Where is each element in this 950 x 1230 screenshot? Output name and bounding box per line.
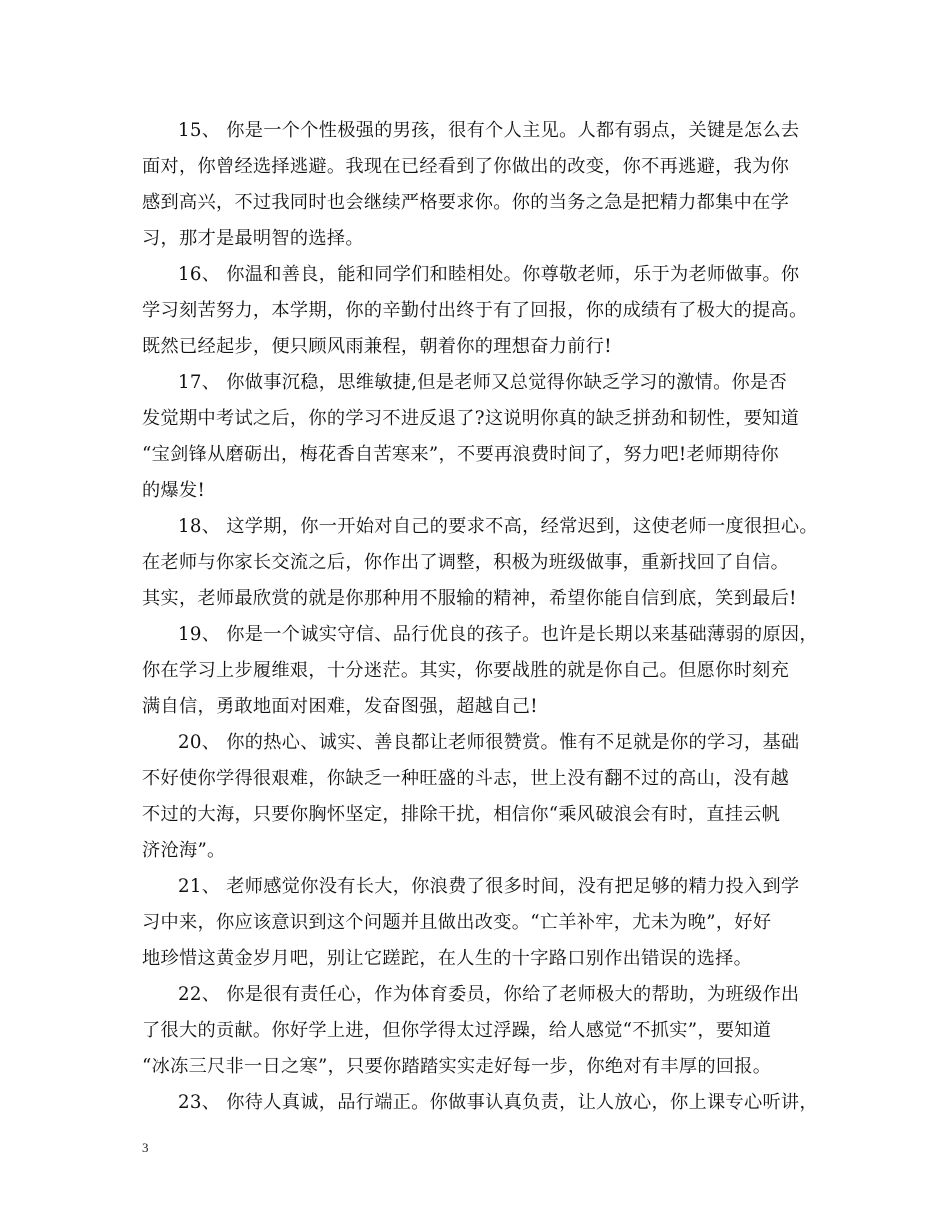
text-line: “冰冻三尺非一日之寒”，只要你踏踏实实走好每一步，你绝对有丰厚的回报。	[142, 1056, 772, 1077]
paragraph	[142, 1088, 818, 1124]
text-line: 21、 老师感觉你没有长大，你浪费了很多时间，没有把足够的精力投入到学	[178, 876, 800, 897]
text-line: 其实，老师最欣赏的就是你那种用不服输的精神，希望你能自信到底，笑到最后!	[142, 588, 797, 609]
text-line: 不过的大海，只要你胸怀坚定，排除干扰，相信你“乘风破浪会有时，直挂云帆	[142, 804, 781, 825]
paragraph	[142, 980, 818, 1088]
text-line: 17、 你做事沉稳，思维敏捷,但是老师又总觉得你缺乏学习的激情。你是否	[178, 372, 788, 393]
text-line: 感到高兴，不过我同时也会继续严格要求你。你的当务之急是把精力都集中在学	[142, 192, 790, 213]
page-number: 3	[142, 1140, 149, 1155]
text-line: 既然已经起步，便只顾风雨兼程，朝着你的理想奋力前行!	[142, 336, 612, 357]
text-line: 在老师与你家长交流之后，你作出了调整，积极为班级做事，重新找回了自信。	[142, 552, 790, 573]
text-line: 了很大的贡献。你好学上进，但你学得太过浮躁，给人感觉“不抓实”，要知道	[142, 1020, 772, 1041]
text-line: 15、 你是一个个性极强的男孩，很有个人主见。人都有弱点，关键是怎么去	[178, 120, 800, 141]
paragraph	[142, 872, 818, 980]
text-line: 不好使你学得很艰难，你缺乏一种旺盛的斗志，世上没有翻不过的高山，没有越	[142, 768, 790, 789]
text-line: 习，那才是最明智的选择。	[142, 228, 364, 249]
text-line: 济沧海”。	[142, 840, 226, 861]
paragraph	[142, 728, 818, 872]
paragraph	[142, 116, 818, 260]
text-line: 学习刻苦努力，本学期，你的辛勤付出终于有了回报，你的成绩有了极大的提高。	[142, 300, 808, 321]
paragraph	[142, 512, 818, 620]
paragraph	[142, 260, 818, 368]
text-line: 20、 你的热心、诚实、善良都让老师很赞赏。惟有不足就是你的学习，基础	[178, 732, 800, 753]
text-line: 19、 你是一个诚实守信、品行优良的孩子。也许是长期以来基础薄弱的原因，	[178, 624, 818, 645]
text-line: 地珍惜这黄金岁月吧，别让它蹉跎，在人生的十字路口别作出错误的选择。	[142, 948, 753, 969]
text-line: 面对，你曾经选择逃避。我现在已经看到了你做出的改变，你不再逃避，我为你	[142, 156, 790, 177]
text-line: 的爆发!	[142, 480, 206, 501]
text-line: 23、 你待人真诚，品行端正。你做事认真负责，让人放心，你上课专心听讲，	[178, 1092, 818, 1113]
document-body	[142, 116, 818, 1124]
text-line: 满自信，勇敢地面对困难，发奋图强，超越自己!	[142, 696, 538, 717]
text-line: 你在学习上步履维艰，十分迷茫。其实，你要战胜的就是你自己。但愿你时刻充	[142, 660, 790, 681]
text-line: 发觉期中考试之后，你的学习不进反退了?这说明你真的缺乏拼劲和韧性，要知道	[142, 408, 800, 429]
text-line: 习中来，你应该意识到这个问题并且做出改变。“亡羊补牢，尤未为晚”，好好	[142, 912, 772, 933]
text-line: 16、 你温和善良，能和同学们和睦相处。你尊敬老师，乐于为老师做事。你	[178, 264, 800, 285]
paragraph	[142, 620, 818, 728]
paragraph	[142, 368, 818, 512]
text-line: “宝剑锋从磨砺出，梅花香自苦寒来”，不要再浪费时间了，努力吧!老师期待你	[142, 444, 779, 465]
text-line: 18、 这学期，你一开始对自己的要求不高，经常迟到，这使老师一度很担心。	[178, 516, 818, 537]
text-line: 22、 你是很有责任心，作为体育委员，你给了老师极大的帮助，为班级作出	[178, 984, 800, 1005]
